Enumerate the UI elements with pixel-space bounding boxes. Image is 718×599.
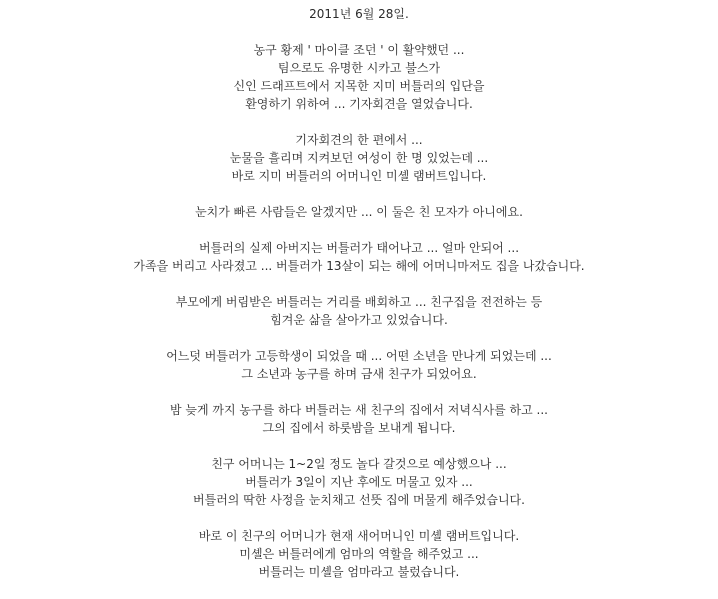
paragraph [0,41,718,113]
date-paragraph [0,5,718,23]
paragraph [0,527,718,581]
paragraph [0,131,718,185]
text-line: 환영하기 위하여 ... 기자회견을 열었습니다. [245,97,473,111]
text-line: 눈치가 빠른 사람들은 알겠지만 ... 이 둘은 친 모자가 아니에요. [195,205,523,219]
text-line: 어느덧 버틀러가 고등학생이 되었을 때 ... 어떤 소년을 만나게 되었는데 ... [166,349,552,363]
text-line: 기자회견의 한 편에서 ... [295,133,423,147]
paragraph [0,239,718,275]
text-line: 버틀러의 실제 아버지는 버틀러가 태어나고 ... 얼마 안되어 ... [198,241,520,255]
text-line: 밤 늦게 까지 농구를 하다 버틀러는 새 친구의 집에서 저녁식사를 하고 ... [170,403,548,417]
text-line: 그 소년과 농구를 하며 금새 친구가 되었어요. [241,367,477,381]
text-line: 친구 어머니는 1~2일 정도 놀다 갈것으로 예상했으나 ... [211,457,507,471]
text-line: 버틀러가 3일이 지난 후에도 머물고 있자 ... [245,475,473,489]
text-line: 팀으로도 유명한 시카고 불스가 [277,61,441,75]
text-line: 눈물을 흘리며 지켜보던 여성이 한 명 있었는데 ... [229,151,489,165]
paragraph-list [0,41,718,581]
paragraph [0,203,718,221]
text-line: 버틀러는 미셸을 엄마라고 불렀습니다. [258,565,460,579]
text-line: 부모에게 버림받은 버틀러는 거리를 배회하고 ... 친구집을 전전하는 등 [175,295,543,309]
text-line: 미셸은 버틀러에게 엄마의 역할을 해주었고 ... [239,547,479,561]
text-line: 그의 집에서 하룻밤을 보내게 됩니다. [262,421,456,435]
date-line: 2011년 6월 28일. [309,7,409,21]
text-line: 바로 이 친구의 어머니가 현재 새어머니인 미셸 램버트입니다. [198,529,520,543]
article-body [0,5,718,599]
paragraph [0,401,718,437]
text-line: 신인 드래프트에서 지목한 지미 버틀러의 입단을 [233,79,485,93]
text-line: 버틀러의 딱한 사정을 눈치채고 선뜻 집에 머물게 해주었습니다. [193,493,525,507]
text-line: 농구 황제 ' 마이클 조던 ' 이 활약했던 ... [253,43,465,57]
paragraph [0,455,718,509]
paragraph [0,293,718,329]
text-line: 바로 지미 버틀러의 어머니인 미셸 램버트입니다. [231,169,487,183]
paragraph [0,347,718,383]
text-line: 가족을 버리고 사라졌고 ... 버틀러가 13살이 되는 해에 어머니마저도 집을 나갔습니다. [133,259,585,273]
text-line: 힘겨운 삶을 살아가고 있었습니다. [270,313,448,327]
